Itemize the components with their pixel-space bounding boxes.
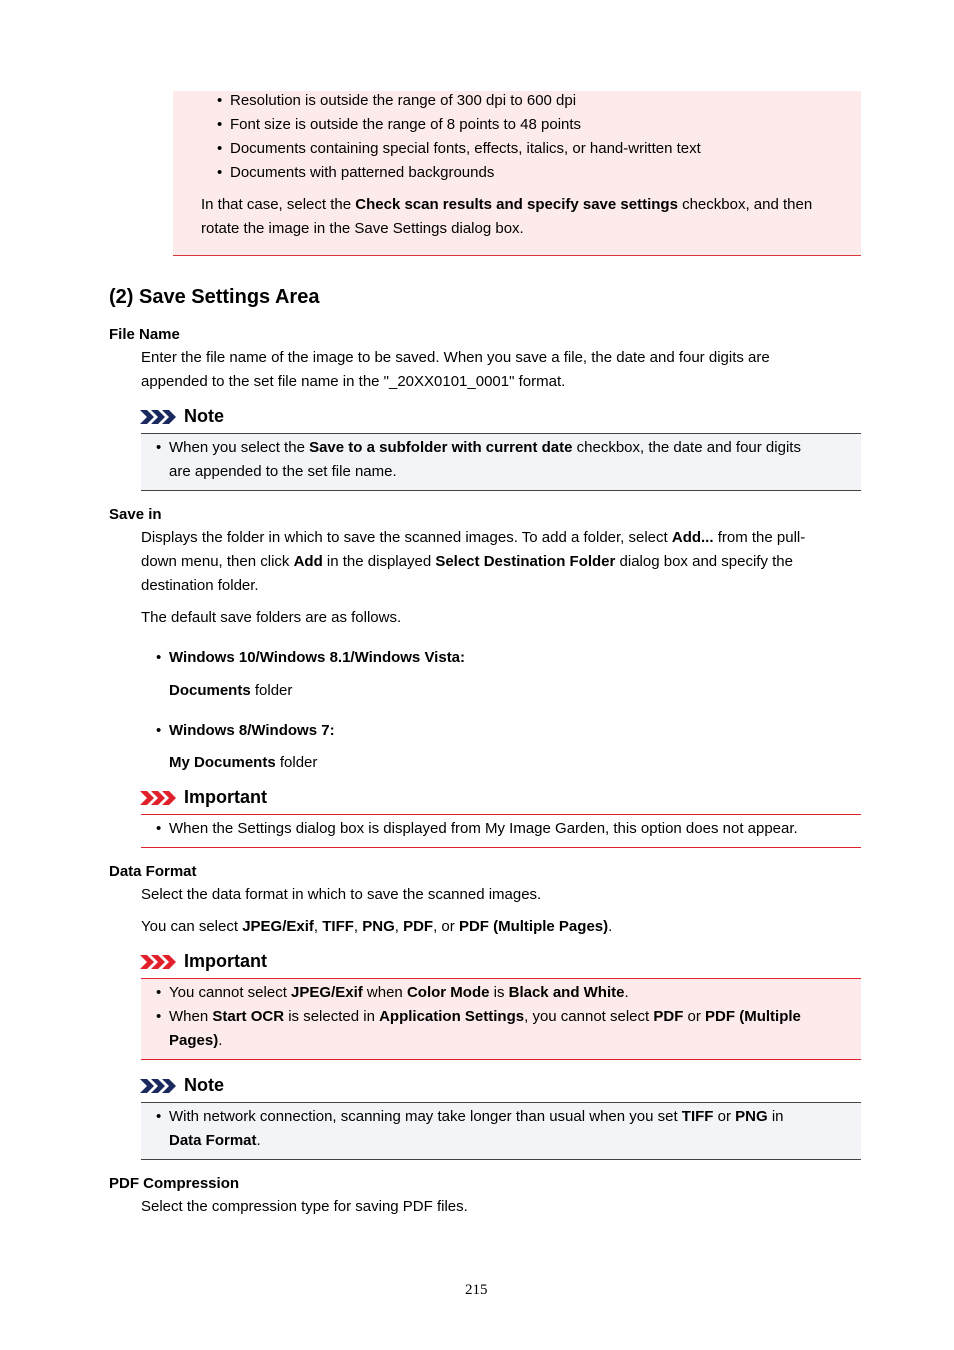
important-line xyxy=(169,1029,222,1053)
text: from the pull- xyxy=(713,529,806,546)
bold-text: TIFF xyxy=(681,1108,714,1125)
bold-text: Data Format xyxy=(169,1132,257,1149)
paragraph-line: The default save folders are as follows. xyxy=(141,609,402,626)
text: , xyxy=(353,918,363,935)
data-format-heading: Data Format xyxy=(109,863,197,880)
bullet: • xyxy=(156,1008,162,1025)
paragraph-line: rotate the image in the Save Settings dialog box. xyxy=(201,220,524,237)
bullet: • xyxy=(156,649,162,666)
bold-text: PDF xyxy=(403,918,434,935)
save-in-heading: Save in xyxy=(109,506,162,523)
important-line: When the Settings dialog box is displayed from My Image Garden, this option does not appear. xyxy=(169,820,798,837)
note-line xyxy=(169,1105,784,1129)
folder-line xyxy=(169,751,317,775)
paragraph-line xyxy=(141,550,793,574)
paragraph-line: Enter the file name of the image to be saved. When you save a file, the date and four digits are xyxy=(141,349,770,366)
note-arrows-icon xyxy=(140,408,180,426)
note-heading: Note xyxy=(184,406,224,426)
text: checkbox, and then xyxy=(677,196,813,213)
bold-text: Add xyxy=(293,553,323,570)
bullet: • xyxy=(217,140,223,157)
page-number: 215 xyxy=(465,1282,488,1298)
list-item: Documents with patterned backgrounds xyxy=(230,164,495,181)
important-line xyxy=(169,981,629,1005)
os-label: Windows 10/Windows 8.1/Windows Vista: xyxy=(169,649,466,666)
important-line xyxy=(169,1005,801,1029)
text: in xyxy=(767,1108,784,1125)
bullet: • xyxy=(156,1108,162,1125)
bold-text: Pages) xyxy=(169,1032,219,1049)
bold-text: JPEG/Exif xyxy=(291,984,363,1001)
paragraph-line xyxy=(141,915,612,939)
list-item: Documents containing special fonts, effects, italics, or hand-written text xyxy=(230,140,701,157)
bold-text: Check scan results and specify save settings xyxy=(355,196,678,213)
note-line xyxy=(169,436,801,460)
bold-text: Documents xyxy=(169,682,251,699)
bold-text: Start OCR xyxy=(212,1008,285,1025)
text: , xyxy=(394,918,404,935)
section-title: (2) Save Settings Area xyxy=(109,286,320,308)
note-line: are appended to the set file name. xyxy=(169,463,397,480)
bold-text: Color Mode xyxy=(406,984,490,1001)
text: When xyxy=(169,1008,213,1025)
bold-text: Add... xyxy=(671,529,714,546)
bold-text: PNG xyxy=(735,1108,768,1125)
text: when xyxy=(362,984,407,1001)
paragraph-line xyxy=(201,193,812,217)
text: folder xyxy=(250,682,293,699)
note-arrows-icon xyxy=(140,1077,180,1095)
text: With network connection, scanning may take longer than usual when you set xyxy=(169,1108,682,1125)
important-heading: Important xyxy=(184,951,267,971)
text: You cannot select xyxy=(169,984,292,1001)
bold-text: PDF xyxy=(653,1008,684,1025)
text: checkbox, the date and four digits xyxy=(572,439,801,456)
text: is xyxy=(489,984,509,1001)
text: , you cannot select xyxy=(524,1008,654,1025)
important-heading: Important xyxy=(184,787,267,807)
pdf-compression-heading: PDF Compression xyxy=(109,1175,240,1192)
bold-text: Select Destination Folder xyxy=(435,553,616,570)
text: . xyxy=(218,1032,223,1049)
paragraph-line xyxy=(141,526,805,550)
note-line xyxy=(169,1129,261,1153)
text: or xyxy=(683,1008,706,1025)
list-item: Resolution is outside the range of 300 dpi to 600 dpi xyxy=(230,92,577,109)
important-arrows-icon xyxy=(140,789,180,807)
paragraph-line: Select the data format in which to save the scanned images. xyxy=(141,886,542,903)
bold-text: PDF (Multiple Pages) xyxy=(458,918,609,935)
text: In that case, select the xyxy=(201,196,356,213)
list-item: Font size is outside the range of 8 points to 48 points xyxy=(230,116,582,133)
text: . xyxy=(608,918,613,935)
bullet: • xyxy=(156,722,162,739)
text: You can select xyxy=(141,918,243,935)
bold-text: Application Settings xyxy=(379,1008,525,1025)
text: , or xyxy=(433,918,459,935)
text: or xyxy=(713,1108,736,1125)
text: folder xyxy=(275,754,318,771)
note-heading: Note xyxy=(184,1075,224,1095)
folder-line xyxy=(169,679,292,703)
bullet: • xyxy=(217,116,223,133)
bullet: • xyxy=(217,164,223,181)
os-label: Windows 8/Windows 7: xyxy=(169,722,335,739)
text: dialog box and specify the xyxy=(615,553,793,570)
bullet: • xyxy=(217,92,223,109)
bullet: • xyxy=(156,820,162,837)
bold-text: Black and White xyxy=(508,984,625,1001)
bullet: • xyxy=(156,439,162,456)
important-arrows-icon xyxy=(140,953,180,971)
text: . xyxy=(256,1132,261,1149)
paragraph-line: Select the compression type for saving PDF files. xyxy=(141,1198,468,1215)
text: . xyxy=(624,984,629,1001)
paragraph-line: appended to the set file name in the "_20XX0101_0001" format. xyxy=(141,373,566,390)
text: is selected in xyxy=(284,1008,380,1025)
bold-text: TIFF xyxy=(322,918,354,935)
bold-text: PNG xyxy=(362,918,395,935)
bold-text: JPEG/Exif xyxy=(242,918,314,935)
text: down menu, then click xyxy=(141,553,294,570)
text: in the displayed xyxy=(322,553,436,570)
text: Displays the folder in which to save the scanned images. To add a folder, select xyxy=(141,529,672,546)
text: , xyxy=(313,918,323,935)
bold-text: PDF (Multiple xyxy=(705,1008,801,1025)
bold-text: My Documents xyxy=(169,754,276,771)
paragraph-line: destination folder. xyxy=(141,577,259,594)
bullet: • xyxy=(156,984,162,1001)
text: When you select the xyxy=(169,439,310,456)
file-name-heading: File Name xyxy=(109,326,180,343)
bold-text: Save to a subfolder with current date xyxy=(309,439,573,456)
